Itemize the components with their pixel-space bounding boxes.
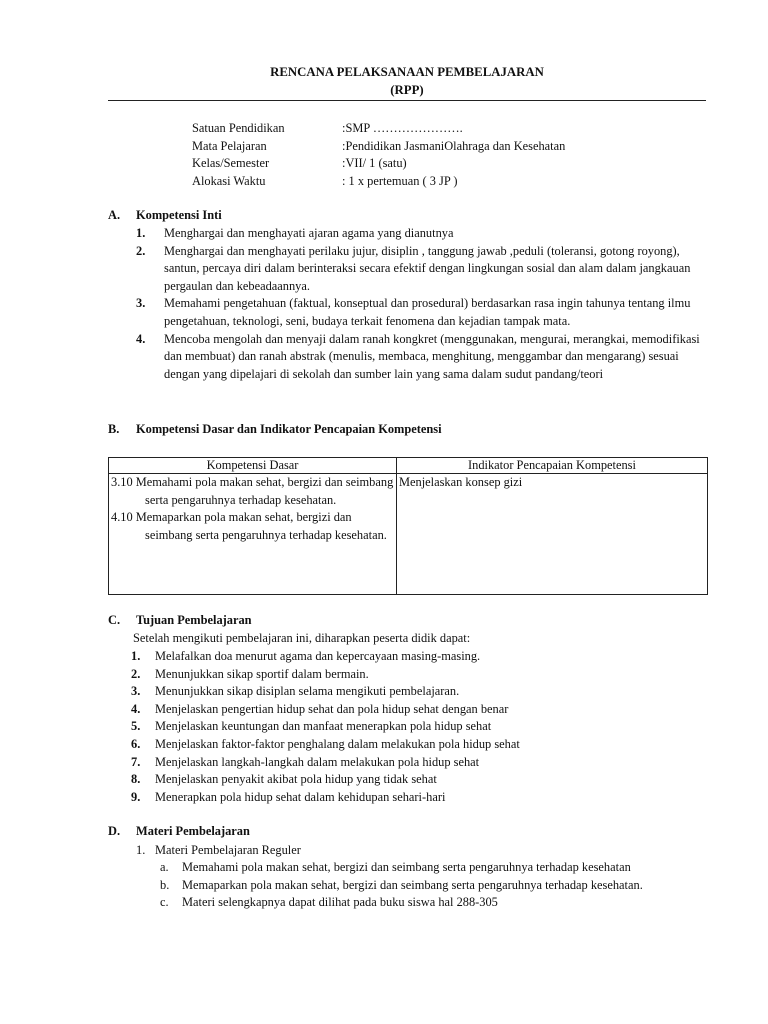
tujuan-intro: Setelah mengikuti pembelajaran ini, diharapkan peserta didik dapat:: [133, 631, 471, 645]
kompetensi-inti-list: [136, 225, 706, 383]
list-item: [136, 243, 706, 296]
item-number: 9.: [131, 789, 141, 804]
item-text: Menjelaskan pengertian hidup sehat dan pola hidup sehat dengan benar: [155, 701, 509, 716]
info-label: Kelas/Semester: [192, 156, 270, 171]
item-number: 7.: [131, 754, 141, 769]
section-title: Kompetensi Dasar dan Indikator Pencapaian Kompetensi: [136, 422, 442, 436]
materi-list: [160, 859, 706, 912]
info-row: [192, 173, 692, 191]
item-text: Mencoba mengolah dan menyaji dalam ranah kongkret (menggunakan, mengurai, merangkai, memodifikasi dan membuat) dan ranah abstrak (menulis, membaca, menghitung, menggambar dan mengarang) sesuai dengan yang dipelajari di sekolah dan sumber lain yang sama dalam sudut pandang/teori: [164, 331, 700, 381]
list-item: [131, 718, 706, 736]
section-letter: B.: [108, 422, 120, 436]
info-value: :SMP ………………….: [342, 121, 463, 135]
info-row: [192, 138, 692, 156]
section-title: Kompetensi Inti: [136, 208, 222, 222]
info-label: Mata Pelajaran: [192, 138, 267, 153]
section-letter: D.: [108, 824, 121, 838]
list-item: [136, 295, 706, 330]
list-item: [131, 771, 706, 789]
section-letter: C.: [108, 613, 121, 627]
list-item: [136, 225, 706, 243]
item-number: 1.: [136, 226, 146, 240]
tujuan-list: [131, 648, 706, 806]
section-letter: A.: [108, 208, 121, 222]
list-item: [131, 648, 706, 666]
section-a-heading: [108, 207, 708, 225]
list-item: [160, 877, 706, 895]
info-value: :VII/ 1 (satu): [342, 156, 407, 171]
item-number: 4.: [136, 331, 146, 346]
document-subtitle: (RPP): [390, 83, 424, 97]
list-item: [131, 701, 706, 719]
identity-block: [192, 120, 692, 190]
item-text: Memahami pola makan sehat, bergizi dan seimbang serta pengaruhnya terhadap kesehatan: [182, 860, 631, 874]
section-title: Tujuan Pembelajaran: [136, 613, 252, 627]
item-letter: b.: [160, 877, 170, 892]
table-header: Indikator Pencapaian Kompetensi: [397, 458, 708, 474]
item-text: Menghargai dan menghayati ajaran agama yang dianutnya: [164, 226, 454, 240]
table-row: [109, 474, 708, 595]
table-cell-kd: [109, 474, 397, 595]
section-title: Materi Pembelajaran: [136, 824, 250, 838]
item-number: 1.: [131, 649, 141, 663]
table-header-row: [109, 458, 708, 474]
info-label: Alokasi Waktu: [192, 173, 266, 188]
info-row: [192, 120, 692, 138]
item-number: 3.: [136, 296, 146, 311]
info-value: : 1 x pertemuan ( 3 JP ): [342, 173, 458, 188]
item-text: Menjelaskan langkah-langkah dalam melakukan pola hidup sehat: [155, 754, 480, 769]
materi-subheading: [136, 842, 301, 860]
list-item: [131, 789, 706, 807]
document-title: RENCANA PELAKSANAAN PEMBELAJARAN: [270, 65, 544, 79]
list-item: [131, 754, 706, 772]
item-number: 1.: [136, 843, 146, 857]
kd-item: 4.10 Memaparkan pola makan sehat, bergizi dan seimbang serta pengaruhnya terhadap kesehatan.: [111, 510, 387, 542]
list-item: [131, 666, 706, 684]
item-number: 8.: [131, 772, 141, 787]
item-number: 5.: [131, 719, 141, 734]
item-text: Materi Pembelajaran Reguler: [155, 843, 301, 857]
item-letter: c.: [160, 895, 169, 910]
item-text: Menjelaskan faktor-faktor penghalang dalam melakukan pola hidup sehat: [155, 736, 520, 751]
table-cell-ipk: Menjelaskan konsep gizi: [397, 474, 708, 595]
item-text: Melafalkan doa menurut agama dan kepercayaan masing-masing.: [155, 649, 481, 663]
list-item: [160, 894, 706, 912]
item-number: 2.: [131, 666, 141, 681]
item-letter: a.: [160, 860, 169, 874]
list-item: [131, 736, 706, 754]
item-number: 2.: [136, 243, 146, 258]
item-number: 3.: [131, 684, 141, 699]
item-number: 6.: [131, 736, 141, 751]
info-row: [192, 155, 692, 173]
info-label: Satuan Pendidikan: [192, 121, 285, 135]
item-text: Memaparkan pola makan sehat, bergizi dan seimbang serta pengaruhnya terhadap kesehatan.: [182, 877, 643, 892]
kd-item: 3.10 Memahami pola makan sehat, bergizi dan seimbang serta pengaruhnya terhadap kesehatan.: [111, 475, 394, 507]
section-b-heading: [108, 421, 708, 439]
table-header: Kompetensi Dasar: [109, 458, 397, 474]
item-text: Materi selengkapnya dapat dilihat pada buku siswa hal 288-305: [182, 895, 498, 910]
item-text: Memahami pengetahuan (faktual, konseptual dan prosedural) berdasarkan rasa ingin tahunya tentang ilmu pengetahuan, teknologi, seni, budaya terkait fenomena dan kejadian tampak mata.: [164, 296, 691, 328]
item-text: Menghargai dan menghayati perilaku jujur, disiplin , tanggung jawab ,peduli (toleransi, gotong royong), santun, percaya diri dalam berinteraksi secara efektif dengan lingkungan sosial dan alam dalam jangkauan pergaulan dan kebeadaannya.: [164, 243, 691, 293]
item-text: Menunjukkan sikap disiplan selama mengikuti pembelajaran.: [155, 684, 460, 699]
item-text: Menerapkan pola hidup sehat dalam kehidupan sehari-hari: [155, 789, 446, 804]
item-number: 4.: [131, 701, 141, 716]
item-text: Menjelaskan penyakit akibat pola hidup yang tidak sehat: [155, 772, 437, 787]
item-text: Menunjukkan sikap sportif dalam bermain.: [155, 666, 369, 681]
title-divider: [108, 100, 706, 101]
list-item: [131, 683, 706, 701]
kompetensi-table: [108, 457, 708, 595]
info-value: :Pendidikan JasmaniOlahraga dan Kesehatan: [342, 138, 566, 153]
section-c-heading: [108, 612, 708, 630]
section-d-heading: [108, 823, 708, 841]
list-item: [136, 331, 706, 384]
list-item: [160, 859, 706, 877]
item-text: Menjelaskan keuntungan dan manfaat menerapkan pola hidup sehat: [155, 719, 492, 734]
